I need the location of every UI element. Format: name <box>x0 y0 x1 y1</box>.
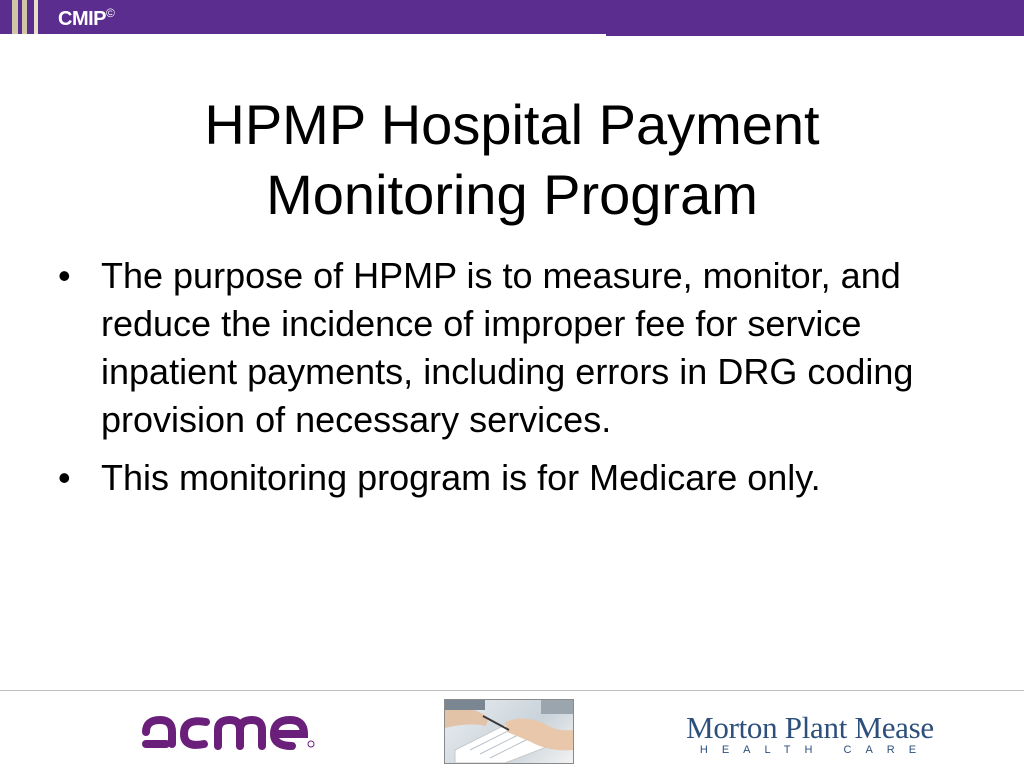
slide-title-line2: Monitoring Program <box>266 162 758 226</box>
header-stripe <box>34 0 38 34</box>
header-bar-edge <box>606 34 1024 36</box>
acme-logo <box>140 710 316 754</box>
brand-symbol: © <box>106 6 115 20</box>
slide-title-line1: HPMP Hospital Payment <box>204 92 820 156</box>
brand-logo <box>58 8 114 31</box>
header-stripe <box>12 0 18 34</box>
bullet-glyph: • <box>58 255 71 296</box>
bullet-list <box>58 252 938 512</box>
photo-illustration <box>445 700 573 763</box>
footer-divider <box>0 690 1024 691</box>
bullet-item <box>58 252 938 444</box>
handshake-document-photo <box>444 699 574 764</box>
header-bar <box>0 0 1024 34</box>
slide-title <box>120 90 904 230</box>
bullet-item <box>58 454 938 502</box>
morton-logo-subtitle: HEALTH CARE <box>699 744 931 756</box>
bullet-glyph: • <box>58 457 71 498</box>
bullet-text: The purpose of HPMP is to measure, monitor, and reduce the incidence of improper fee for service inpatient payments, including errors in DRG coding provision of necessary services. <box>101 255 914 440</box>
morton-logo-name: Morton Plant Mease <box>686 710 934 745</box>
morton-plant-mease-logo <box>676 712 944 756</box>
brand-text: CMIP <box>58 8 106 30</box>
header-stripe <box>22 0 27 34</box>
bullet-text: This monitoring program is for Medicare only. <box>101 457 821 498</box>
